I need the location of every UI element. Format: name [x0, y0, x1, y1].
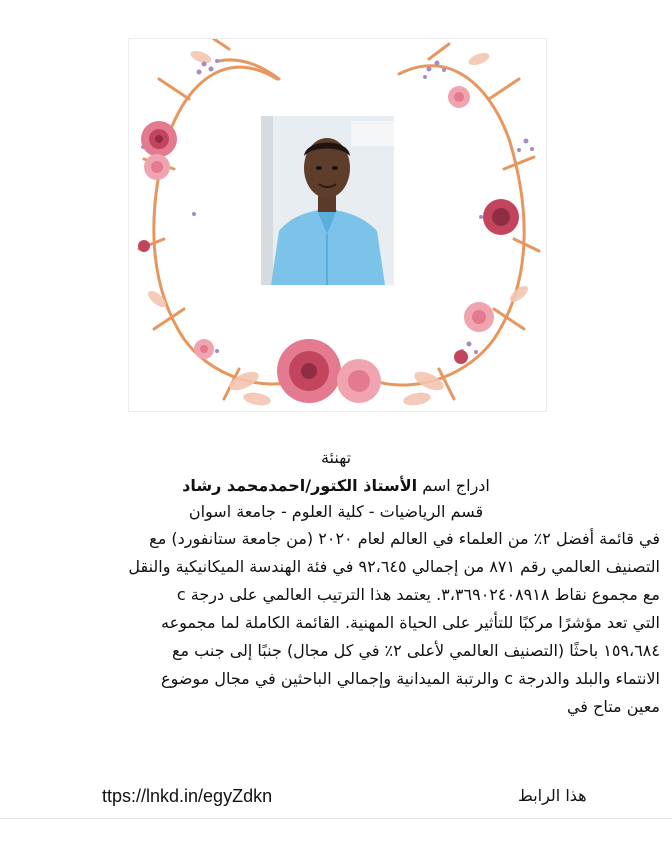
honoree-name: الأستاذ الكتور/احمدمحمد رشاد — [182, 476, 418, 495]
paragraph-line: الانتماء والبلد والدرجة c والرتبة الميدانية وإجمالي الباحثين في مجال موضوع — [161, 669, 660, 688]
paragraph-line: التصنيف العالمي رقم ٨٧١ من إجمالي ٩٢،٦٤٥ في فئة الهندسة الميكانيكية والنقل — [128, 557, 660, 576]
paragraph-line: مع مجموع نقاط ٣،٣٦٩٠٢٤٠٨٩١٨. يعتمد هذا الترتيب العالمي على درجة c — [176, 585, 660, 604]
external-link[interactable]: ttps://lnkd.in/egyZdkn — [102, 786, 273, 806]
post-image-card[interactable] — [128, 38, 547, 412]
profile-photo — [261, 116, 394, 285]
link-label: هذا الرابط — [518, 786, 587, 805]
divider — [0, 818, 672, 819]
paragraph-line: معين متاح في — [566, 697, 660, 716]
paragraph-line: في قائمة أفضل ٢٪ من العلماء في العالم لعام ٢٠٢٠ (من جامعة ستانفورد) مع — [149, 529, 660, 548]
name-prefix: ادراج اسم — [422, 476, 490, 495]
link-row — [0, 786, 672, 812]
announcement-paragraph — [14, 527, 660, 723]
honoree-line — [0, 474, 672, 498]
department-line: قسم الرياضيات - كلية العلوم - جامعة اسوان — [188, 502, 484, 521]
paragraph-line: ١٥٩،٦٨٤ باحثًا (التصنيف العالمي لأعلى ٢٪ في كل مجال) جنبًا إلى جنب مع — [172, 641, 660, 660]
congrats-heading: تهنئة — [320, 448, 352, 467]
paragraph-line: التي تعد مؤشرًا مركبًا للتأثير على الحياة المهنية. القائمة الكاملة لما مجموعه — [161, 613, 660, 632]
